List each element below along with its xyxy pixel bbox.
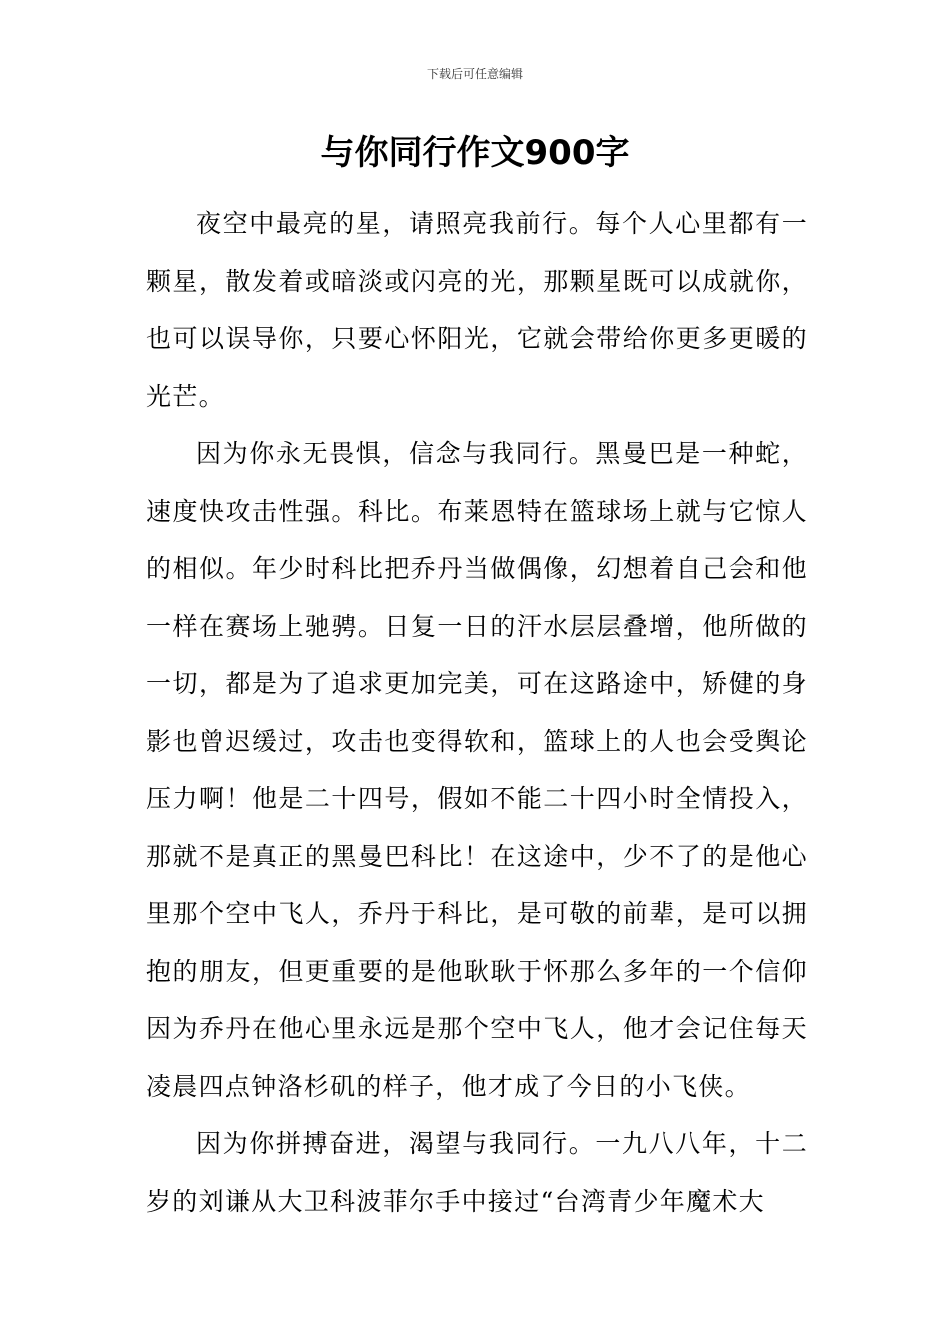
header-note: 下载后可任意编辑	[426, 67, 523, 81]
paragraph-1: 夜空中最亮的星，请照亮我前行。每个人心里都有一颗星，散发着或暗淡或闪亮的光，那颗星既可以成就你，也可以误导你，只要心怀阳光，它就会带给你更多更暖的光芒。	[146, 209, 808, 411]
document-body	[146, 195, 808, 1230]
paragraph-3: 因为你拼搏奋进，渴望与我同行。一九八八年，十二岁的刘谦从大卫科波菲尔手中接过“台湾青少年魔术大	[146, 1129, 808, 1216]
paragraph-2: 因为你永无畏惧，信念与我同行。黑曼巴是一种蛇，速度快攻击性强。科比。布莱恩特在篮球场上就与它惊人的相似。年少时科比把乔丹当做偶像，幻想着自己会和他一样在赛场上驰骋。日复一日的汗水层层叠增，他所做的一切，都是为了追求更加完美，可在这路途中，矫健的身影也曾迟缓过，攻击也变得软和，篮球上的人也会受舆论压力啊！他是二十四号，假如不能二十四小时全情投入，那就不是真正的黑曼巴科比！在这途中，少不了的是他心里那个空中飞人，乔丹于科比，是可敬的前辈，是可以拥抱的朋友，但更重要的是他耿耿于怀那么多年的一个信仰因为乔丹在他心里永远是那个空中飞人，他才会记住每天凌晨四点钟洛杉矶的样子，他才成了今日的小飞侠。	[146, 439, 808, 1101]
document-title: 与你同行作文900字	[320, 133, 630, 173]
